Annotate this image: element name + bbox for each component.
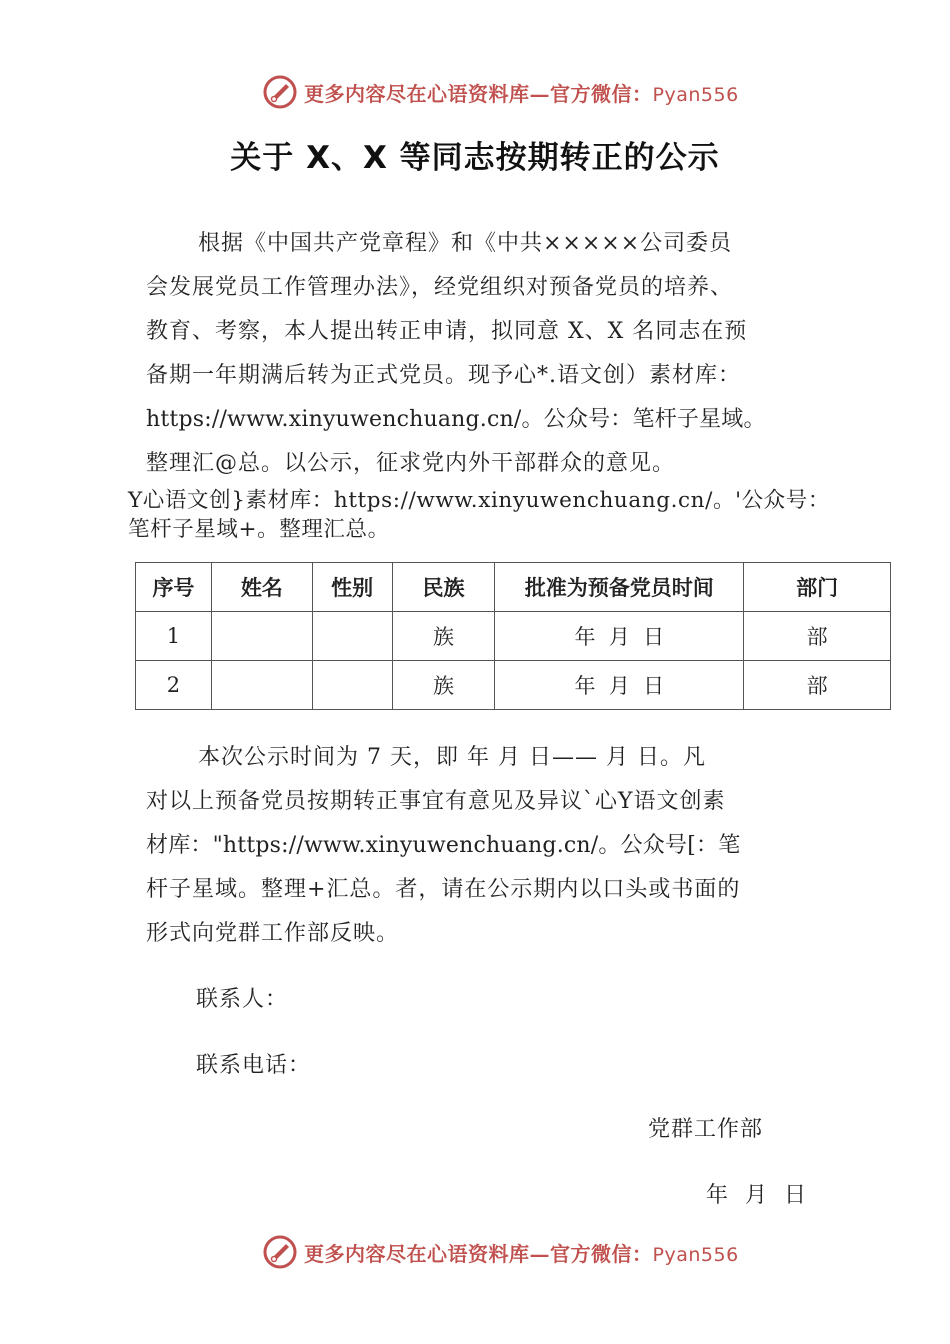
intro-line: 会发展党员工作管理办法》，经党组织对预备党员的培养、	[146, 275, 734, 300]
extra-line: 笔杆子星域+。整理汇总。	[128, 517, 390, 542]
header-ethnicity: 民族	[392, 563, 495, 612]
cell-department: 部	[744, 661, 891, 710]
cell-approval-date: 年 月 日	[495, 612, 744, 661]
cell-name	[211, 661, 312, 710]
cell-approval-date: 年 月 日	[495, 661, 744, 710]
banner-text: 更多内容尽在心语资料库—官方微信：Pyan556	[304, 81, 739, 106]
header-index: 序号	[136, 563, 212, 612]
header-gender: 性别	[312, 563, 392, 612]
cell-gender	[312, 661, 392, 710]
notice-line: 本次公示时间为 7 天，即 年 月 日—— 月 日。凡	[198, 745, 706, 770]
intro-line: 备期一年期满后转为正式党员。现予心*.语文创）素材库：	[146, 363, 741, 388]
intro-paragraph	[146, 222, 810, 486]
contact-person: 联系人：	[196, 987, 289, 1012]
brand-logo-icon	[262, 1234, 298, 1270]
contact-phone: 联系电话：	[196, 1053, 312, 1078]
notice-paragraph	[146, 736, 810, 956]
cell-ethnicity: 族	[392, 612, 495, 661]
intro-line: 整理汇@总。以公示，征求党内外干部群众的意见。	[146, 451, 676, 476]
intro-line: 根据《中国共产党章程》和《中共×××××公司委员	[198, 231, 733, 256]
notice-line: 形式向党群工作部反映。	[146, 921, 400, 946]
bottom-watermark-banner	[262, 1232, 762, 1272]
table-row	[136, 661, 891, 710]
candidate-table	[135, 562, 891, 710]
header-name: 姓名	[211, 563, 312, 612]
extra-note	[128, 486, 928, 544]
signature-department: 党群工作部	[648, 1117, 764, 1142]
intro-line: https://www.xinyuwenchuang.cn/。公众号：笔杆子星域。	[146, 407, 766, 432]
notice-line: 杆子星域。整理+汇总。者，请在公示期内以口头或书面的	[146, 877, 741, 902]
cell-ethnicity: 族	[392, 661, 495, 710]
brand-logo-icon	[262, 74, 298, 110]
cell-index: 2	[136, 661, 212, 710]
top-watermark-banner	[262, 72, 762, 112]
header-approval-date: 批准为预备党员时间	[495, 563, 744, 612]
table-header-row	[136, 563, 891, 612]
extra-line: Y心语文创}素材库：https://www.xinyuwenchuang.cn/。'公众号：	[128, 488, 830, 513]
signature-date: 年 月 日	[706, 1183, 807, 1208]
cell-gender	[312, 612, 392, 661]
cell-department: 部	[744, 612, 891, 661]
table-row	[136, 612, 891, 661]
intro-line: 教育、考察，本人提出转正申请，拟同意 X、X 名同志在预	[146, 319, 748, 344]
cell-index: 1	[136, 612, 212, 661]
page-title: 关于 X、X 等同志按期转正的公示	[230, 140, 720, 176]
notice-line: 材库："https://www.xinyuwenchuang.cn/。公众号[：笔	[146, 833, 741, 858]
cell-name	[211, 612, 312, 661]
notice-line: 对以上预备党员按期转正事宜有意见及异议`心Y语文创素	[146, 789, 726, 814]
banner-wechat-id: Pyan556	[652, 1243, 739, 1266]
banner-text: 更多内容尽在心语资料库—官方微信：Pyan556	[304, 1241, 739, 1266]
header-department: 部门	[744, 563, 891, 612]
banner-wechat-id: Pyan556	[652, 83, 739, 106]
